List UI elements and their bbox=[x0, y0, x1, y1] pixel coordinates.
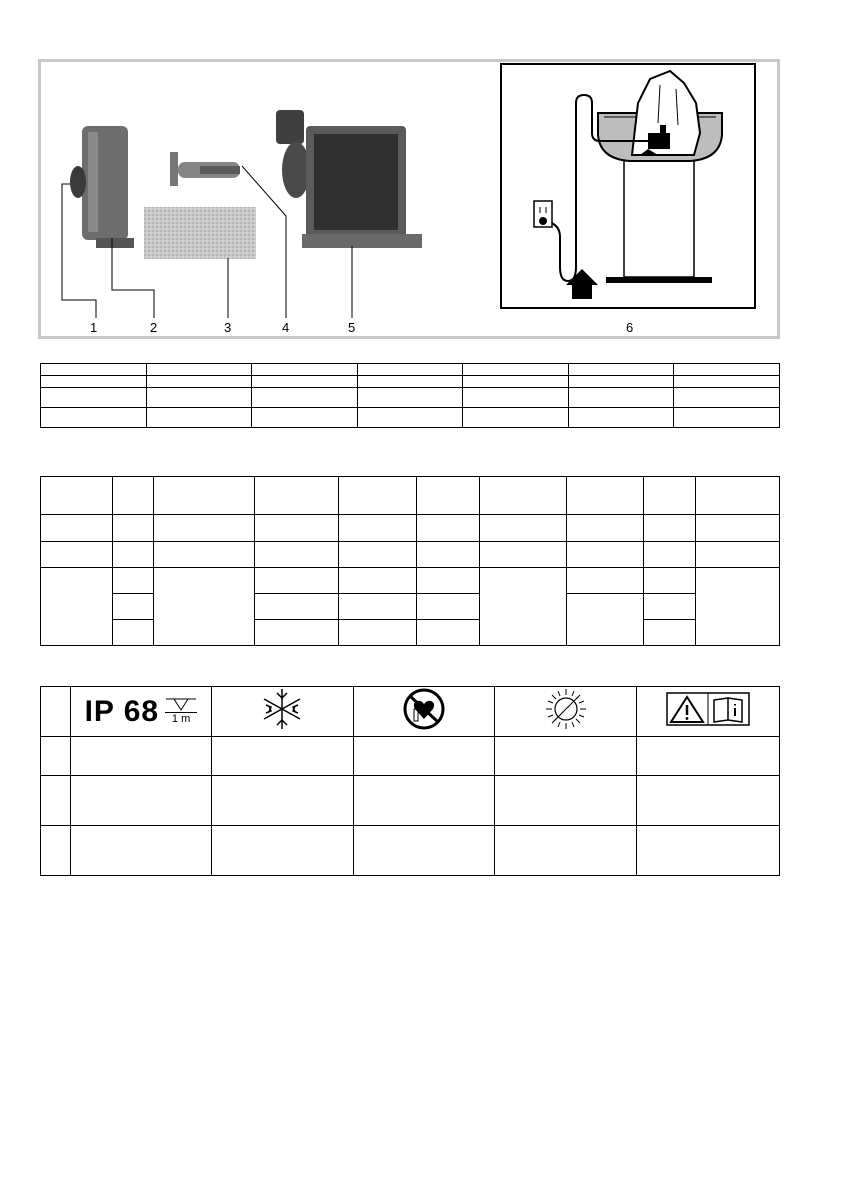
pump-housing-cover bbox=[70, 126, 134, 248]
power-outlet-icon bbox=[534, 201, 552, 227]
ip-rating: IP 68 bbox=[84, 694, 160, 728]
no-sunlight-icon bbox=[544, 687, 588, 731]
pump-body bbox=[276, 110, 422, 248]
callout-5: 5 bbox=[348, 320, 356, 335]
no-pacemaker-icon bbox=[402, 687, 446, 731]
fountain-installation-diagram bbox=[500, 63, 756, 309]
water-depth-icon bbox=[166, 698, 196, 712]
impeller bbox=[170, 152, 240, 186]
spec-table-2 bbox=[40, 476, 780, 646]
callout-1: 1 bbox=[90, 320, 98, 335]
callout-2: 2 bbox=[150, 320, 158, 335]
ip-depth: 1 m bbox=[171, 713, 191, 725]
symbols-table bbox=[40, 686, 780, 876]
spec-table-1 bbox=[40, 363, 780, 428]
callout-6: 6 bbox=[626, 320, 634, 335]
callout-3: 3 bbox=[224, 320, 232, 335]
filter-sponge bbox=[144, 207, 256, 259]
snowflake-icon bbox=[260, 687, 304, 731]
callout-4: 4 bbox=[282, 320, 290, 335]
warning-read-manual-icon bbox=[666, 692, 750, 726]
pump-parts-illustration bbox=[40, 62, 490, 336]
ip68-icon bbox=[71, 695, 211, 729]
